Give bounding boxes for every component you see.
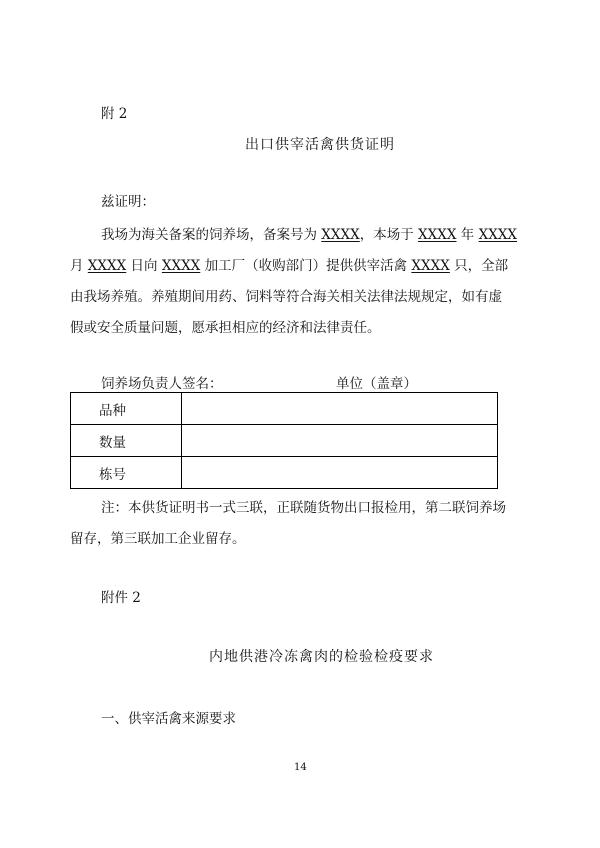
day-field: XXXX <box>87 258 127 274</box>
certificate-body <box>70 220 530 344</box>
plant-field: XXXX <box>161 258 201 274</box>
product-info-table <box>70 392 498 489</box>
body-line-2 <box>70 251 530 282</box>
signature-label: 饲养场负责人签名： <box>101 376 223 392</box>
month-field: XXXX <box>478 227 518 243</box>
footnote-line-1: 注：本供货证明书一式三联，正联随货物出口报检用，第二联饲养场 <box>101 500 506 516</box>
year-field: XXXX <box>418 227 457 243</box>
body-text: 月 <box>70 258 88 274</box>
body-text: 只，全部 <box>449 258 509 274</box>
body-text: 年 <box>456 227 479 243</box>
table-row <box>71 457 498 489</box>
table-row <box>71 425 498 457</box>
certificate-title: 出口供宰活禽供货证明 <box>245 137 395 153</box>
section-heading: 一、供宰活禽来源要求 <box>101 711 236 727</box>
row-label-quantity: 数量 <box>71 425 182 457</box>
body-line-4: 假或安全质量问题，愿承担相应的经济和法律责任。 <box>70 320 381 336</box>
row-value-building <box>182 457 498 489</box>
row-value-variety <box>182 393 498 425</box>
row-value-quantity <box>182 425 498 457</box>
attachment-2-label: 附件 2 <box>101 590 141 606</box>
body-text: 我场为海关备案的饲养场，备案号为 <box>101 227 322 243</box>
body-line-1 <box>70 220 530 251</box>
seal-label: 单位（盖章） <box>336 376 417 392</box>
count-field: XXXX <box>411 258 450 274</box>
footnote-line-2: 留存，第三联加工企业留存。 <box>70 531 246 547</box>
body-text: 日向 <box>126 258 162 274</box>
footnote <box>70 493 530 555</box>
row-label-variety: 品种 <box>71 393 182 425</box>
greeting-text: 兹证明： <box>101 194 155 210</box>
table-row <box>71 393 498 425</box>
registration-number-field: XXXX <box>321 227 360 243</box>
body-text: 加工厂（收购部门）提供供宰活禽 <box>200 258 412 274</box>
attachment-label: 附 2 <box>101 106 128 122</box>
body-line-3: 由我场养殖。养殖期间用药、饲料等符合海关相关法律法规规定，如有虚 <box>70 289 502 305</box>
page-number: 14 <box>294 762 307 773</box>
attachment-2-title: 内地供港冷冻禽肉的检验检疫要求 <box>209 649 434 665</box>
row-label-building: 栋号 <box>71 457 182 489</box>
body-text: ，本场于 <box>359 227 419 243</box>
